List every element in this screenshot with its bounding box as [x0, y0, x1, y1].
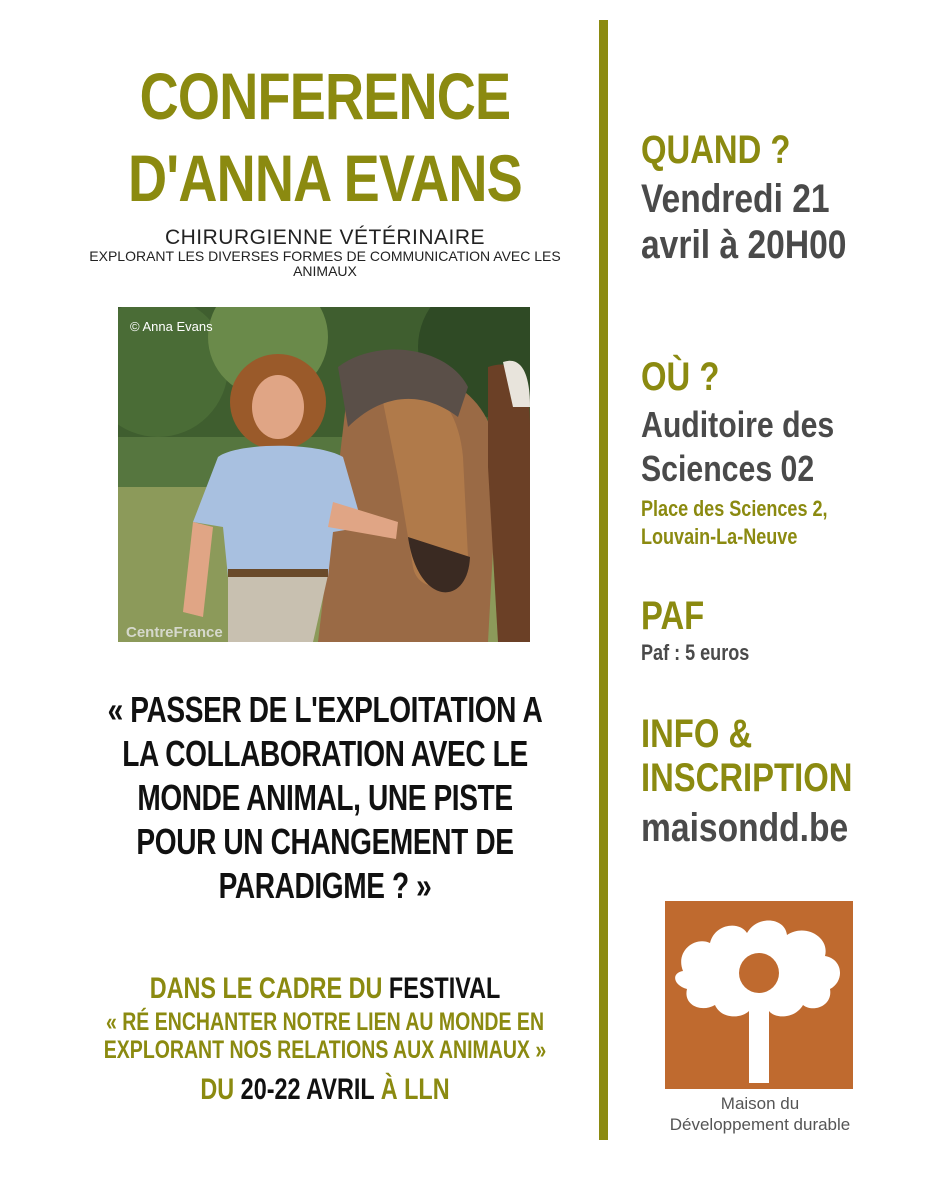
- photo-watermark: CentreFrance: [126, 624, 223, 641]
- where-address: Place des Sciences 2, Louvain-La-Neuve: [641, 496, 828, 549]
- speaker-description: EXPLORANT LES DIVERSES FORMES DE COMMUNICATION AVEC LES ANIMAUX: [89, 248, 561, 279]
- photo-credit: © Anna Evans: [130, 319, 213, 334]
- title-line-1: CONFERENCE: [139, 59, 511, 133]
- festival-prefix: DANS LE CADRE DU: [149, 972, 389, 1005]
- logo-caption: [640, 1093, 880, 1135]
- logo-caption-line-1: Maison du: [720, 1094, 800, 1113]
- logo-caption-line-2: Développement durable: [669, 1115, 851, 1134]
- paf-heading: PAF: [641, 594, 705, 638]
- festival-word: FESTIVAL: [388, 972, 501, 1005]
- when-heading: QUAND ?: [641, 128, 791, 172]
- when-value: Vendredi 21 avril à 20H00: [641, 177, 847, 267]
- conference-quote: « PASSER DE L'EXPLOITATION A LA COLLABORATION AVEC LE MONDE ANIMAL, UNE PISTE POUR UN CHANGEMENT DE PARADIGME ? »: [107, 689, 543, 906]
- festival-info: [103, 970, 548, 1110]
- dates-suffix: À LLN: [374, 1073, 450, 1106]
- festival-dates: 20-22 AVRIL: [240, 1073, 375, 1106]
- speaker-profession: CHIRURGIENNE VÉTÉRINAIRE: [164, 226, 486, 249]
- festival-name: « RÉ ENCHANTER NOTRE LIEN AU MONDE EN EXPLORANT NOS RELATIONS AUX ANIMAUX »: [103, 1008, 547, 1064]
- paf-value: Paf : 5 euros: [641, 640, 750, 665]
- title-line-2: D'ANNA EVANS: [128, 141, 522, 215]
- speaker-photo: [118, 307, 530, 642]
- where-heading: OÙ ?: [641, 355, 720, 399]
- info-heading: INFO & INSCRIPTION: [641, 712, 853, 800]
- info-website[interactable]: maisondd.be: [641, 806, 849, 850]
- vertical-divider: [599, 20, 608, 1140]
- maison-dd-logo: [665, 901, 853, 1089]
- dates-prefix: DU: [200, 1073, 241, 1106]
- where-value: Auditoire des Sciences 02: [641, 404, 835, 489]
